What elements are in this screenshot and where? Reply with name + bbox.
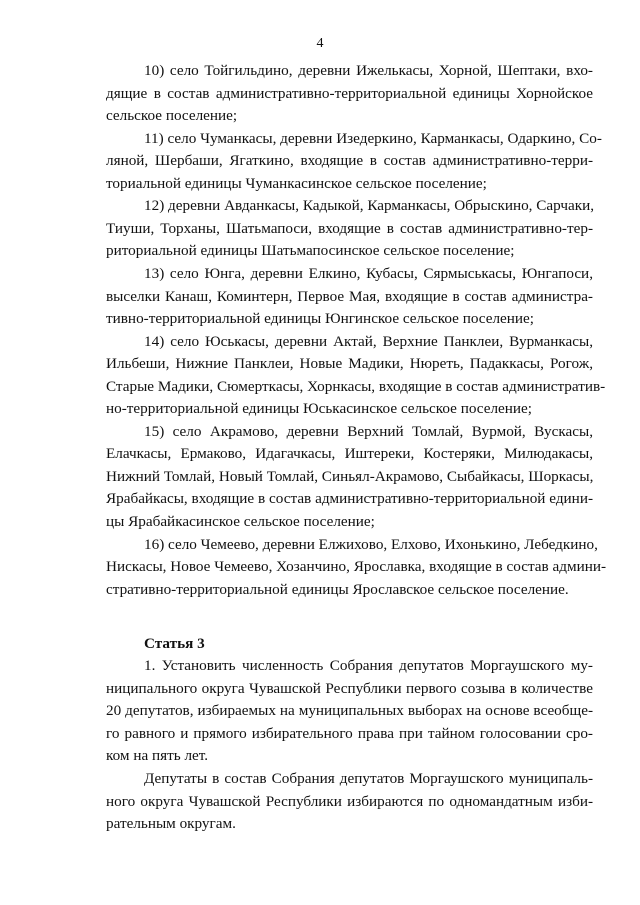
text-line: ляной, Шербаши, Ягаткино, входящие в состав административно-терри- — [106, 152, 593, 170]
text-line: но-территориальной единицы Юськасинское сельское поселение; — [106, 400, 532, 418]
text-line: Елачкасы, Ермаково, Идагачкасы, Иштереки, Костеряки, Милюдакасы, — [106, 445, 593, 463]
text-line: Тиуши, Торханы, Шатьмапоси, входящие в состав административно-тер- — [106, 219, 593, 237]
text-line: 15) село Акрамово, деревни Верхний Томлай, Вурмой, Вускасы, — [144, 422, 593, 440]
text-line: 14) село Юськасы, деревни Актай, Верхние Панклеи, Вурманкасы, — [144, 332, 593, 350]
text-line: го равного и прямого избирательного права при тайном голосовании сро- — [106, 724, 593, 742]
text-line: ком на пять лет. — [106, 747, 209, 765]
text-line: 16) село Чемеево, деревни Елжихово, Елхово, Ихонькино, Лебедкино, — [144, 535, 598, 553]
article-heading: Статья 3 — [144, 635, 205, 652]
text-line: 1. Установить численность Собрания депутатов Моргаушского му- — [144, 657, 593, 674]
text-line: 20 депутатов, избираемых на муниципальных выборах на основе всеобще- — [106, 702, 593, 720]
text-line: 12) деревни Авданкасы, Кадыкой, Карманкасы, Обрыскино, Сарчаки, — [144, 197, 595, 215]
text-line: 13) село Юнга, деревни Елкино, Кубасы, Сярмыськасы, Юнгапоси, — [144, 264, 593, 282]
page-number: 4 — [316, 36, 324, 51]
text-line: 11) село Чуманкасы, деревни Изедеркино, Карманкасы, Одаркино, Со- — [144, 129, 602, 147]
text-line: ториальной единицы Чуманкасинское сельское поселение; — [106, 174, 487, 192]
text-line: 10) село Тойгильдино, деревни Ижелькасы, Хорной, Шептаки, вхо- — [144, 62, 593, 79]
text-line: Ярабайкасы, входящие в состав административно-территориальной едини- — [106, 490, 593, 508]
text-line: риториальной единицы Шатьмапосинское сельское поселение; — [106, 242, 515, 260]
text-line: ного округа Чувашской Республики избираются по одномандатным изби- — [106, 792, 593, 810]
text-line: стративно-территориальной единицы Ярославское сельское поселение. — [106, 580, 569, 598]
text-line: Нискасы, Новое Чемеево, Хозанчино, Ярославка, входящие в состав админи- — [106, 558, 607, 576]
text-line: выселки Канаш, Коминтерн, Первое Мая, входящие в состав администра- — [106, 287, 593, 305]
text-line: рательным округам. — [106, 815, 236, 833]
text-line: цы Ярабайкасинское сельское поселение; — [106, 513, 375, 530]
text-line: Депутаты в состав Собрания депутатов Моргаушского муниципаль- — [144, 770, 593, 787]
text-line: Ильбеши, Нижние Панклеи, Новые Мадики, Нюреть, Падаккасы, Рогож, — [106, 355, 593, 373]
text-line: Старые Мадики, Сюмерткасы, Хорнкасы, входящие в состав административ- — [106, 377, 606, 395]
text-line: Нижний Томлай, Новый Томлай, Синьял-Акрамово, Сыбайкасы, Шоркасы, — [106, 467, 594, 485]
text-line: тивно-территориальной единицы Юнгинское сельское поселение; — [106, 310, 534, 328]
text-line: ниципального округа Чувашской Республики первого созыва в количестве — [106, 679, 593, 697]
text-line: сельское поселение; — [106, 107, 238, 125]
text-line: дящие в состав административно-территориальной единицы Хорнойское — [106, 84, 593, 102]
